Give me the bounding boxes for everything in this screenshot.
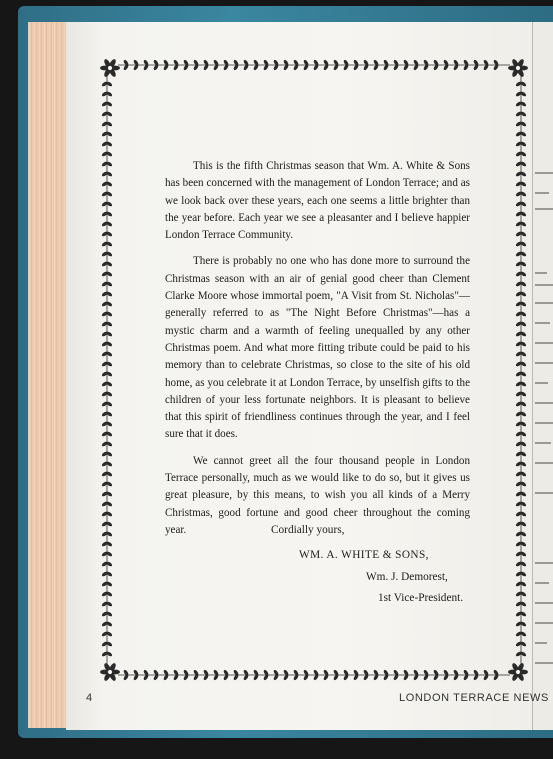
christmas-letter bbox=[165, 158, 470, 548]
publication-title: LONDON TERRACE NEWS bbox=[399, 692, 549, 704]
corner-holly-sprig bbox=[100, 662, 120, 682]
letter-paragraph-2: There is probably no one who has done more to surround the Christmas season with an air of genial good cheer than Clement Clarke Moore whose immortal poem, "A Visit from St. Nicholas"—generally referred to as "The Night Before Christmas"—has a mystic charm and a warmth of feeling unequalled by any other Christmas poem. And what more fitting tribute could be paid to his memory than to celebrate Christmas, so close to the site of his old home, as you celebrate it at London Terrace, by unselfish gifts to the children of your less fortunate neighbors. It is pleasant to believe that this spirit of friendliness continues through the year, and I feel sure that it does. bbox=[165, 255, 470, 441]
page-number: 4 bbox=[86, 692, 93, 704]
signer-title: 1st Vice-President. bbox=[378, 592, 464, 604]
letter-paragraph-1: This is the fifth Christmas season that Wm. A. White & Sons has been concerned with the management of London Terrace; and as we look back over these years, each one seems a little brighter than the year before. Each year we see a pleasanter and I believe happier London Terrace Community. bbox=[165, 160, 470, 242]
letter-paragraph-3: We cannot greet all the four thousand people in London Terrace personally, much as we would like to do so, but it gives us great pleasure, by this means, to wish you all kinds of a Merry Christmas, good fortune and good cheer throughout the coming year. bbox=[165, 454, 470, 536]
signer-name: Wm. J. Demorest, bbox=[366, 571, 448, 583]
letter-closing: Cordially yours, bbox=[271, 524, 345, 536]
corner-holly-sprig bbox=[508, 662, 528, 682]
corner-holly-sprig bbox=[100, 58, 120, 78]
corner-holly-sprig bbox=[508, 58, 528, 78]
company-name: WM. A. WHITE & SONS, bbox=[299, 549, 429, 561]
next-page-edge bbox=[532, 22, 553, 730]
